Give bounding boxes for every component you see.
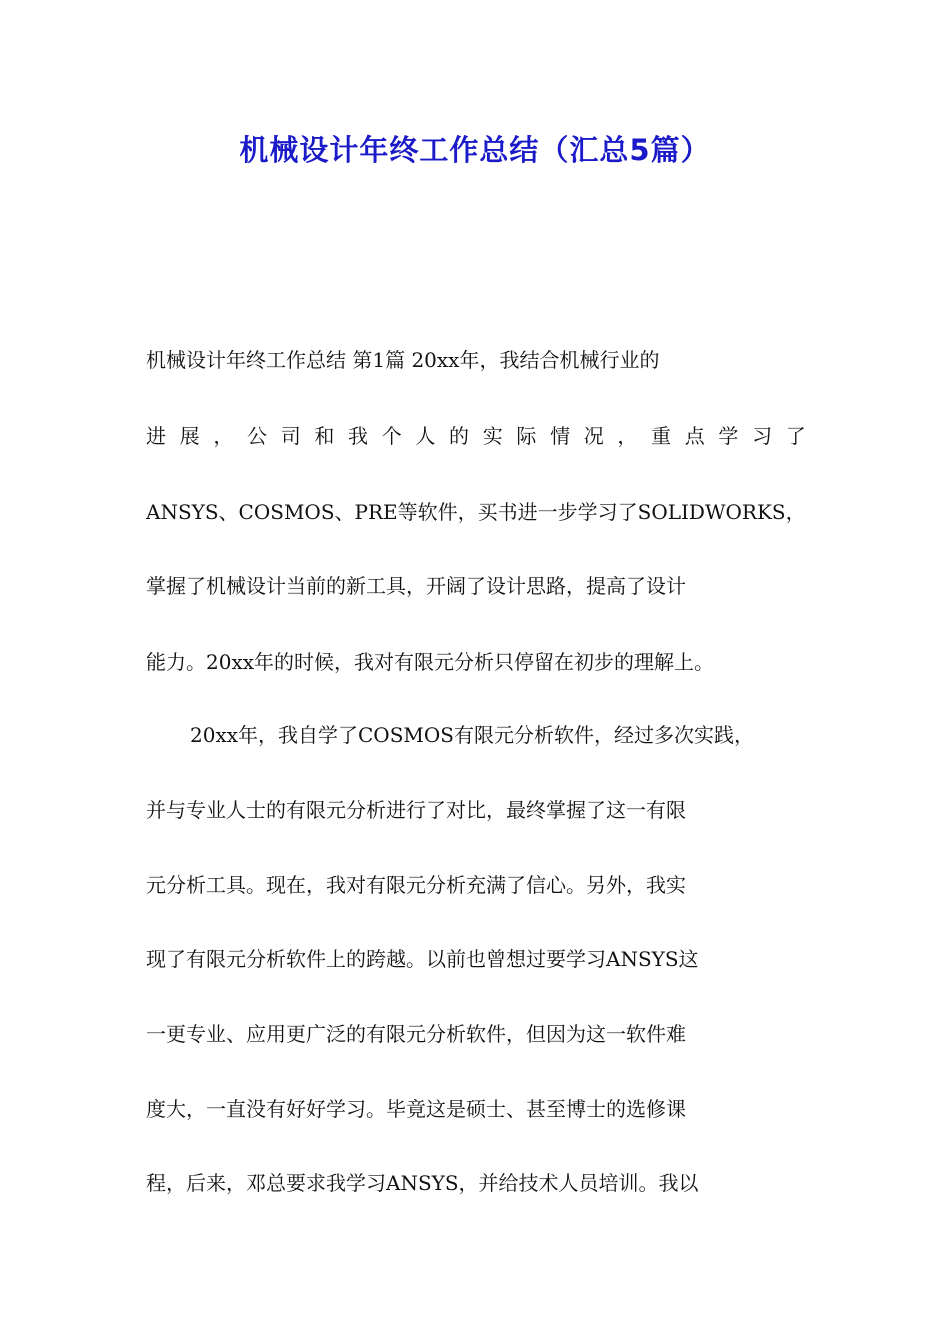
text-char: ，: [617, 424, 638, 448]
text-char: ，: [213, 424, 234, 448]
text-char: 的: [449, 424, 470, 448]
text-char: 我: [348, 424, 369, 448]
text-char: 况: [583, 424, 604, 448]
text-char: 公: [247, 424, 268, 448]
text-char: 进: [146, 424, 166, 448]
text-char: 学: [718, 424, 739, 448]
text-char: 了: [785, 424, 806, 448]
text-line-4: 掌握了机械设计当前的新工具，开阔了设计思路，提高了设计: [146, 574, 686, 598]
text-line-11: 度大，一直没有好好学习。毕竟这是硕士、甚至博士的选修课: [146, 1097, 686, 1121]
text-line-9: 现了有限元分析软件上的跨越。以前也曾想过要学习ANSYS这: [146, 947, 699, 971]
text-char: 点: [684, 424, 705, 448]
text-line-3: ANSYS、COSMOS、PRE等软件，买书进一步学习了SOLIDWORKS，: [146, 500, 806, 524]
text-line-8: 元分析工具。现在，我对有限元分析充满了信心。另外，我实: [146, 873, 686, 897]
text-line-10: 一更专业、应用更广泛的有限元分析软件，但因为这一软件难: [146, 1022, 686, 1046]
text-char: 际: [516, 424, 537, 448]
document-title: 机械设计年终工作总结（汇总5篇）: [239, 133, 711, 167]
text-line-7: 并与专业人士的有限元分析进行了对比，最终掌握了这一有限: [146, 798, 686, 822]
text-line-2: [146, 424, 806, 448]
text-char: 和: [314, 424, 335, 448]
text-char: 实: [482, 424, 503, 448]
text-char: 重: [651, 424, 672, 448]
text-line-1: 机械设计年终工作总结 第1篇 20xx年，我结合机械行业的: [146, 348, 660, 372]
text-line-5: 能力。20xx年的时候，我对有限元分析只停留在初步的理解上。: [146, 650, 715, 674]
text-char: 展: [179, 424, 200, 448]
text-char: 人: [415, 424, 436, 448]
text-char: 司: [280, 424, 301, 448]
text-char: 个: [381, 424, 402, 448]
text-char: 习: [752, 424, 773, 448]
text-char: 情: [550, 424, 571, 448]
text-line-6: 20xx年，我自学了COSMOS有限元分析软件，经过多次实践，: [190, 723, 754, 747]
text-line-12: 程，后来，邓总要求我学习ANSYS，并给技术人员培训。我以: [146, 1171, 699, 1195]
